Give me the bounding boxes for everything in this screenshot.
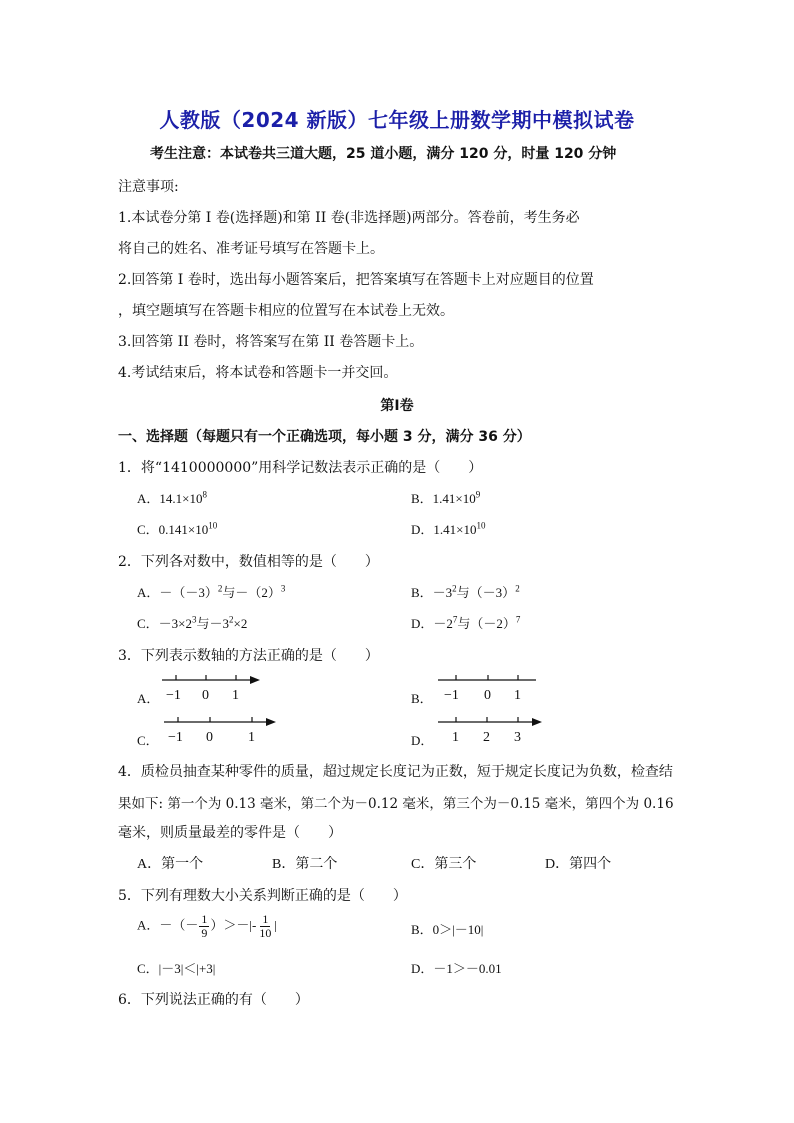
instruction-line: 3.回答第 II 卷时，将答案写在第 II 卷答题卡上。 — [118, 334, 424, 350]
axis-tick-label: −1 — [444, 688, 459, 703]
q4-option-c: C．第三个 — [411, 857, 477, 872]
axis-tick-label: 3 — [514, 730, 521, 745]
axis-tick-label: 1 — [452, 730, 459, 745]
q4-option-a: A．第一个 — [137, 857, 204, 872]
axis-tick-label: 1 — [248, 730, 255, 745]
question-4-line: 果如下: 第一个为 0.13 毫米，第二个为－0.12 毫米，第三个为－0.15 毫米，第四个为 0.16 — [118, 796, 674, 812]
question-5-stem: 5．下列有理数大小关系判断正确的是（ ） — [118, 888, 407, 904]
question-6-stem: 6．下列说法正确的有（ ） — [118, 992, 309, 1008]
question-4-line: 毫米，则质量最差的零件是（ ） — [118, 825, 342, 841]
q4-option-b: B．第二个 — [272, 857, 338, 872]
question-2-stem: 2．下列各对数中，数值相等的是（ ） — [118, 554, 379, 570]
instruction-line: 将自己的姓名、准考证号填写在答题卡上。 — [118, 241, 384, 257]
instruction-line: 2.回答第 I 卷时，选出每小题答案后，把答案填写在答题卡上对应题目的位置 — [118, 272, 594, 288]
q2-option-a: A．$-(-3)^2$与$-(2)^3$ — [137, 583, 286, 600]
q5-option-c: C．|－3|＜|+3| — [137, 961, 216, 976]
q3-option-a-label: A． — [137, 691, 160, 706]
q3-axis-b — [436, 672, 546, 704]
axis-tick-label: 0 — [206, 730, 213, 745]
q1-option-b: B．$1.41\times 10^9$ — [411, 489, 481, 506]
axis-tick-label: 2 — [483, 730, 490, 745]
fraction: $\frac{1}{9}$ — [201, 912, 208, 940]
fraction: $\frac{1}{10}$ — [259, 912, 272, 940]
axis-tick-label: 1 — [232, 688, 239, 703]
q1-option-a: A．$14.1\times 10^8$ — [137, 489, 207, 506]
instruction-line: ，填空题填写在答题卡相应的位置写在本试卷上无效。 — [118, 303, 454, 319]
q5-option-d: D．－1＞－0.01 — [411, 961, 502, 976]
question-4-line: 4．质检员抽查某种零件的质量，超过规定长度记为正数，短于规定长度记为负数，检查结 — [118, 764, 673, 780]
axis-tick-label: 0 — [484, 688, 491, 703]
q3-option-c-label: C． — [137, 733, 159, 748]
q3-option-d-label: D． — [411, 733, 434, 748]
question-3-stem: 3．下列表示数轴的方法正确的是（ ） — [118, 648, 379, 664]
q3-axis-d — [436, 712, 556, 744]
q2-option-c: C．$-3\times 2^3$与$-3^2\times 2$ — [137, 614, 248, 631]
q3-axis-c — [162, 712, 282, 744]
section-title: 一、选择题（每题只有一个正确选项，每小题 3 分，满分 36 分） — [118, 429, 531, 445]
instructions-heading: 注意事项: — [118, 179, 179, 195]
q2-option-b: B．$-3^2$与$(-3)^2$ — [411, 583, 520, 600]
q5-option-b: B．0＞|－10| — [411, 922, 484, 937]
instruction-line: 1.本试卷分第 I 卷(选择题)和第 II 卷(非选择题)两部分。答卷前，考生务必 — [118, 210, 580, 226]
q3-option-b-label: B． — [411, 691, 433, 706]
q5-option-a: A．－（－ $\frac{1}{9}$ ）＞－|- $\frac{1}{10}$ | — [137, 912, 277, 940]
axis-tick-label: −1 — [166, 688, 181, 703]
axis-tick-label: 1 — [514, 688, 521, 703]
q2-option-d: D．$-2^7$与$(-2)^7$ — [411, 614, 521, 631]
q4-option-d: D．第四个 — [545, 857, 612, 872]
q3-axis-a — [160, 672, 270, 704]
q1-option-c: C．$0.141\times 10^{10}$ — [137, 520, 218, 537]
exam-notice: 考生注意：本试卷共三道大题，25 道小题，满分 120 分，时量 120 分钟 — [150, 146, 617, 162]
axis-tick-label: 0 — [202, 688, 209, 703]
part-title: 第I卷 — [380, 398, 414, 414]
axis-tick-label: −1 — [168, 730, 183, 745]
instruction-line: 4.考试结束后，将本试卷和答题卡一并交回。 — [118, 365, 398, 381]
exam-title: 人教版（2024 新版）七年级上册数学期中模拟试卷 — [159, 108, 635, 132]
q1-option-d: D．$1.41\times 10^{10}$ — [411, 520, 486, 537]
question-1-stem: 1．将“1410000000”用科学记数法表示正确的是（ ） — [118, 460, 483, 476]
